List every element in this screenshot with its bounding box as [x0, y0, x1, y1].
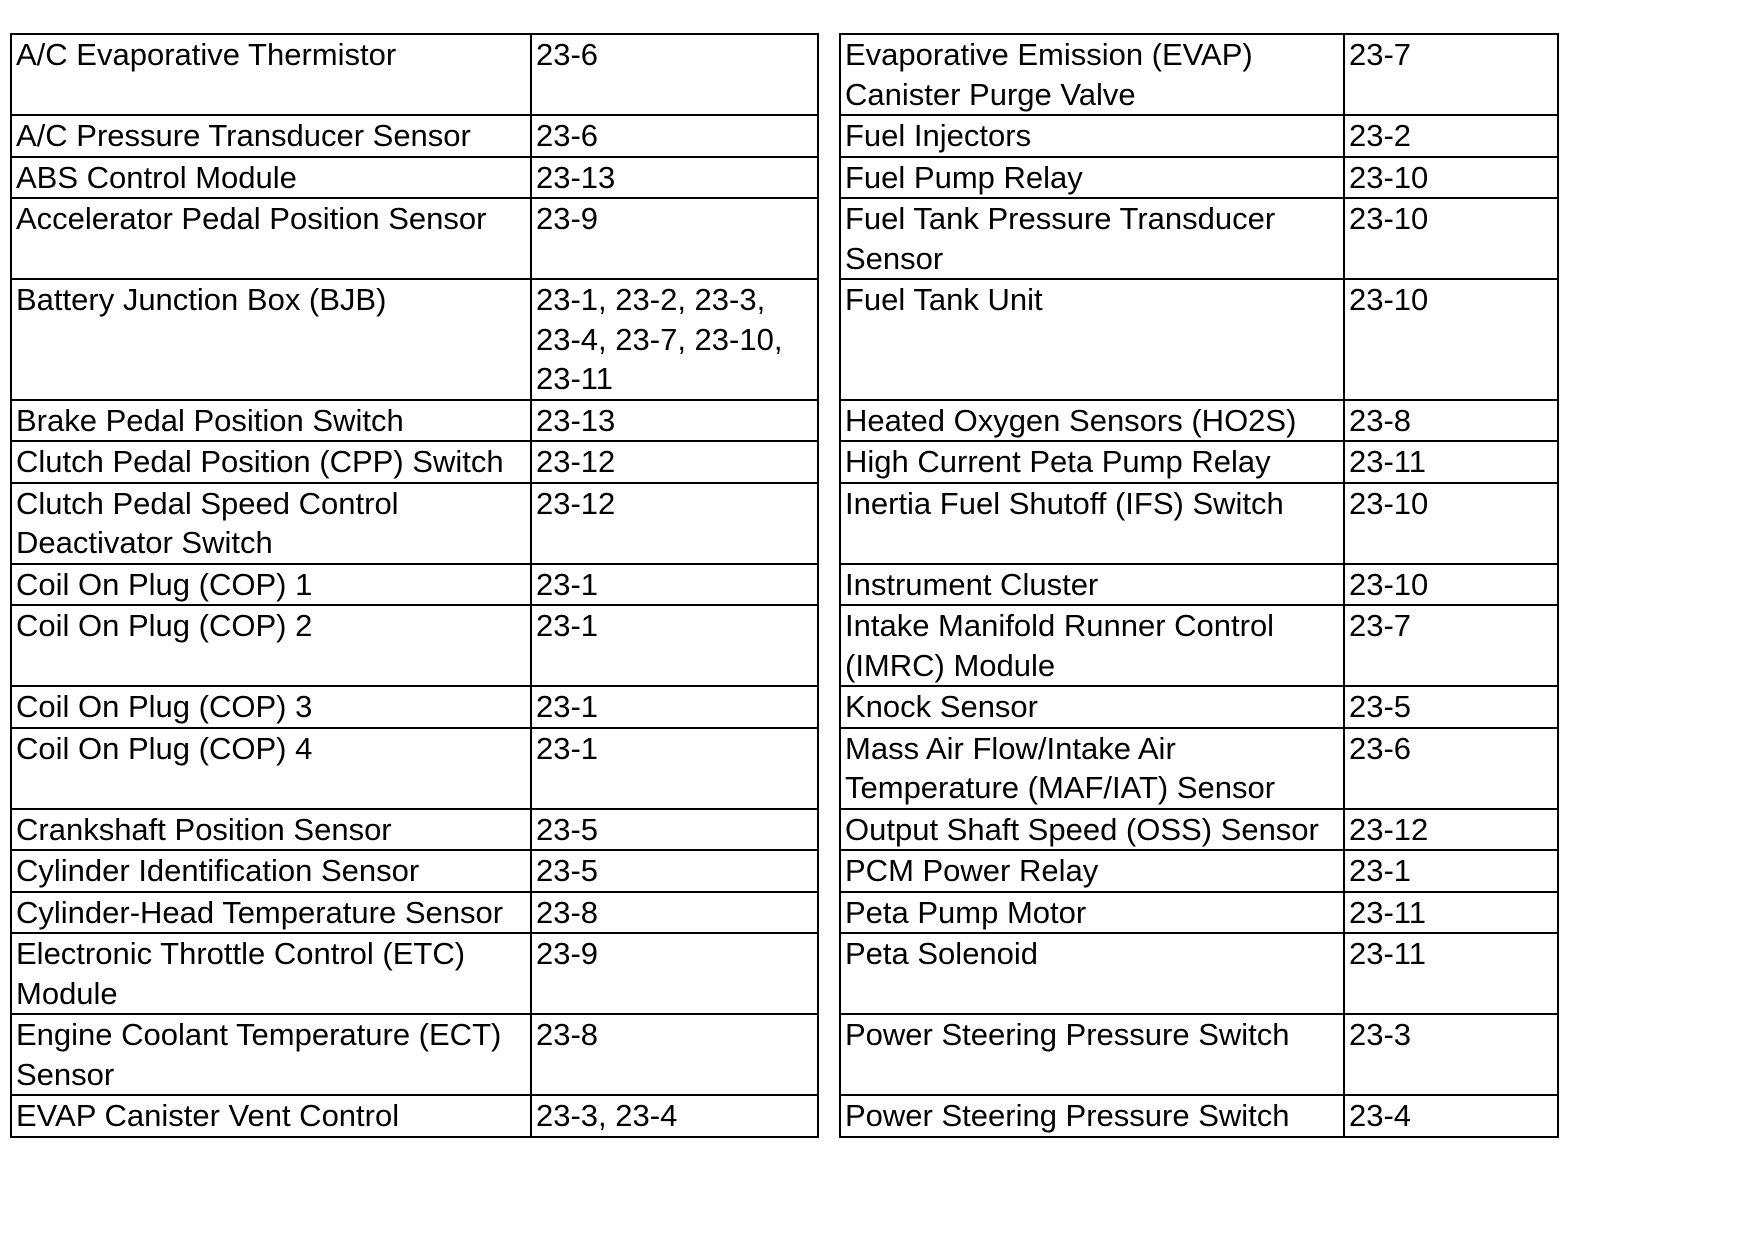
figure-ref-cell: 23-6: [1344, 728, 1558, 809]
component-name-cell: A/C Evaporative Thermistor: [11, 34, 531, 115]
table-row: [11, 34, 1558, 115]
figure-ref-cell: 23-11: [1344, 933, 1558, 1014]
component-name-cell: Output Shaft Speed (OSS) Sensor: [840, 809, 1344, 851]
component-location-index-table: [10, 33, 1559, 1138]
figure-ref-cell: 23-6: [531, 34, 818, 115]
column-gap: [818, 34, 840, 115]
figure-ref-cell: 23-12: [531, 483, 818, 564]
column-gap: [818, 157, 840, 199]
table-row: [11, 279, 1558, 400]
figure-ref-cell: 23-9: [531, 198, 818, 279]
component-name-cell: Clutch Pedal Position (CPP) Switch: [11, 441, 531, 483]
column-gap: [818, 1095, 840, 1137]
component-name-cell: Coil On Plug (COP) 2: [11, 605, 531, 686]
figure-ref-cell: 23-1: [1344, 850, 1558, 892]
column-gap: [818, 892, 840, 934]
figure-ref-cell: 23-12: [1344, 809, 1558, 851]
table-row: [11, 564, 1558, 606]
column-gap: [818, 198, 840, 279]
component-name-cell: Coil On Plug (COP) 4: [11, 728, 531, 809]
figure-ref-cell: 23-1: [531, 564, 818, 606]
component-name-cell: PCM Power Relay: [840, 850, 1344, 892]
column-gap: [818, 809, 840, 851]
component-name-cell: Inertia Fuel Shutoff (IFS) Switch: [840, 483, 1344, 564]
figure-ref-cell: 23-5: [531, 850, 818, 892]
table-row: [11, 1014, 1558, 1095]
table-row: [11, 115, 1558, 157]
component-name-cell: Brake Pedal Position Switch: [11, 400, 531, 442]
figure-ref-cell: 23-4: [1344, 1095, 1558, 1137]
component-name-cell: EVAP Canister Vent Control: [11, 1095, 531, 1137]
column-gap: [818, 605, 840, 686]
table-row: [11, 441, 1558, 483]
column-gap: [818, 850, 840, 892]
column-gap: [818, 279, 840, 400]
component-name-cell: Clutch Pedal Speed Control Deactivator Switch: [11, 483, 531, 564]
table-row: [11, 605, 1558, 686]
component-name-cell: Cylinder Identification Sensor: [11, 850, 531, 892]
component-name-cell: Cylinder-Head Temperature Sensor: [11, 892, 531, 934]
figure-ref-cell: 23-13: [531, 157, 818, 199]
column-gap: [818, 441, 840, 483]
column-gap: [818, 400, 840, 442]
figure-ref-cell: 23-1, 23-2, 23-3, 23-4, 23-7, 23-10, 23-11: [531, 279, 818, 400]
table-row: [11, 933, 1558, 1014]
table-row: [11, 483, 1558, 564]
figure-ref-cell: 23-1: [531, 686, 818, 728]
component-name-cell: Fuel Pump Relay: [840, 157, 1344, 199]
component-name-cell: Crankshaft Position Sensor: [11, 809, 531, 851]
table-row: [11, 198, 1558, 279]
table-row: [11, 850, 1558, 892]
figure-ref-cell: 23-10: [1344, 198, 1558, 279]
figure-ref-cell: 23-11: [1344, 892, 1558, 934]
figure-ref-cell: 23-10: [1344, 279, 1558, 400]
column-gap: [818, 728, 840, 809]
component-name-cell: High Current Peta Pump Relay: [840, 441, 1344, 483]
column-gap: [818, 483, 840, 564]
component-name-cell: Engine Coolant Temperature (ECT) Sensor: [11, 1014, 531, 1095]
figure-ref-cell: 23-1: [531, 605, 818, 686]
figure-ref-cell: 23-5: [1344, 686, 1558, 728]
component-name-cell: Intake Manifold Runner Control (IMRC) Module: [840, 605, 1344, 686]
component-name-cell: A/C Pressure Transducer Sensor: [11, 115, 531, 157]
figure-ref-cell: 23-8: [531, 1014, 818, 1095]
component-name-cell: Coil On Plug (COP) 1: [11, 564, 531, 606]
column-gap: [818, 686, 840, 728]
figure-ref-cell: 23-3, 23-4: [531, 1095, 818, 1137]
figure-ref-cell: 23-11: [1344, 441, 1558, 483]
component-name-cell: Fuel Tank Pressure Transducer Sensor: [840, 198, 1344, 279]
component-name-cell: Power Steering Pressure Switch: [840, 1014, 1344, 1095]
figure-ref-cell: 23-8: [1344, 400, 1558, 442]
table-row: [11, 1095, 1558, 1137]
figure-ref-cell: 23-10: [1344, 564, 1558, 606]
component-name-cell: Instrument Cluster: [840, 564, 1344, 606]
component-name-cell: Coil On Plug (COP) 3: [11, 686, 531, 728]
figure-ref-cell: 23-9: [531, 933, 818, 1014]
component-name-cell: Heated Oxygen Sensors (HO2S): [840, 400, 1344, 442]
figure-ref-cell: 23-10: [1344, 157, 1558, 199]
figure-ref-cell: 23-13: [531, 400, 818, 442]
component-name-cell: Battery Junction Box (BJB): [11, 279, 531, 400]
component-name-cell: Accelerator Pedal Position Sensor: [11, 198, 531, 279]
component-name-cell: Fuel Tank Unit: [840, 279, 1344, 400]
table-row: [11, 809, 1558, 851]
column-gap: [818, 933, 840, 1014]
component-name-cell: Knock Sensor: [840, 686, 1344, 728]
figure-ref-cell: 23-10: [1344, 483, 1558, 564]
column-gap: [818, 1014, 840, 1095]
figure-ref-cell: 23-5: [531, 809, 818, 851]
figure-ref-cell: 23-6: [531, 115, 818, 157]
table-row: [11, 686, 1558, 728]
figure-ref-cell: 23-7: [1344, 605, 1558, 686]
index-table-body: [11, 34, 1558, 1137]
table-row: [11, 157, 1558, 199]
figure-ref-cell: 23-12: [531, 441, 818, 483]
component-name-cell: Fuel Injectors: [840, 115, 1344, 157]
column-gap: [818, 564, 840, 606]
table-row: [11, 400, 1558, 442]
figure-ref-cell: 23-7: [1344, 34, 1558, 115]
component-name-cell: Peta Pump Motor: [840, 892, 1344, 934]
figure-ref-cell: 23-2: [1344, 115, 1558, 157]
component-name-cell: Peta Solenoid: [840, 933, 1344, 1014]
column-gap: [818, 115, 840, 157]
figure-ref-cell: 23-8: [531, 892, 818, 934]
component-name-cell: Mass Air Flow/Intake Air Temperature (MAF/IAT) Sensor: [840, 728, 1344, 809]
component-name-cell: ABS Control Module: [11, 157, 531, 199]
component-name-cell: Evaporative Emission (EVAP) Canister Purge Valve: [840, 34, 1344, 115]
table-row: [11, 892, 1558, 934]
component-name-cell: Power Steering Pressure Switch: [840, 1095, 1344, 1137]
table-row: [11, 728, 1558, 809]
figure-ref-cell: 23-1: [531, 728, 818, 809]
component-name-cell: Electronic Throttle Control (ETC) Module: [11, 933, 531, 1014]
figure-ref-cell: 23-3: [1344, 1014, 1558, 1095]
